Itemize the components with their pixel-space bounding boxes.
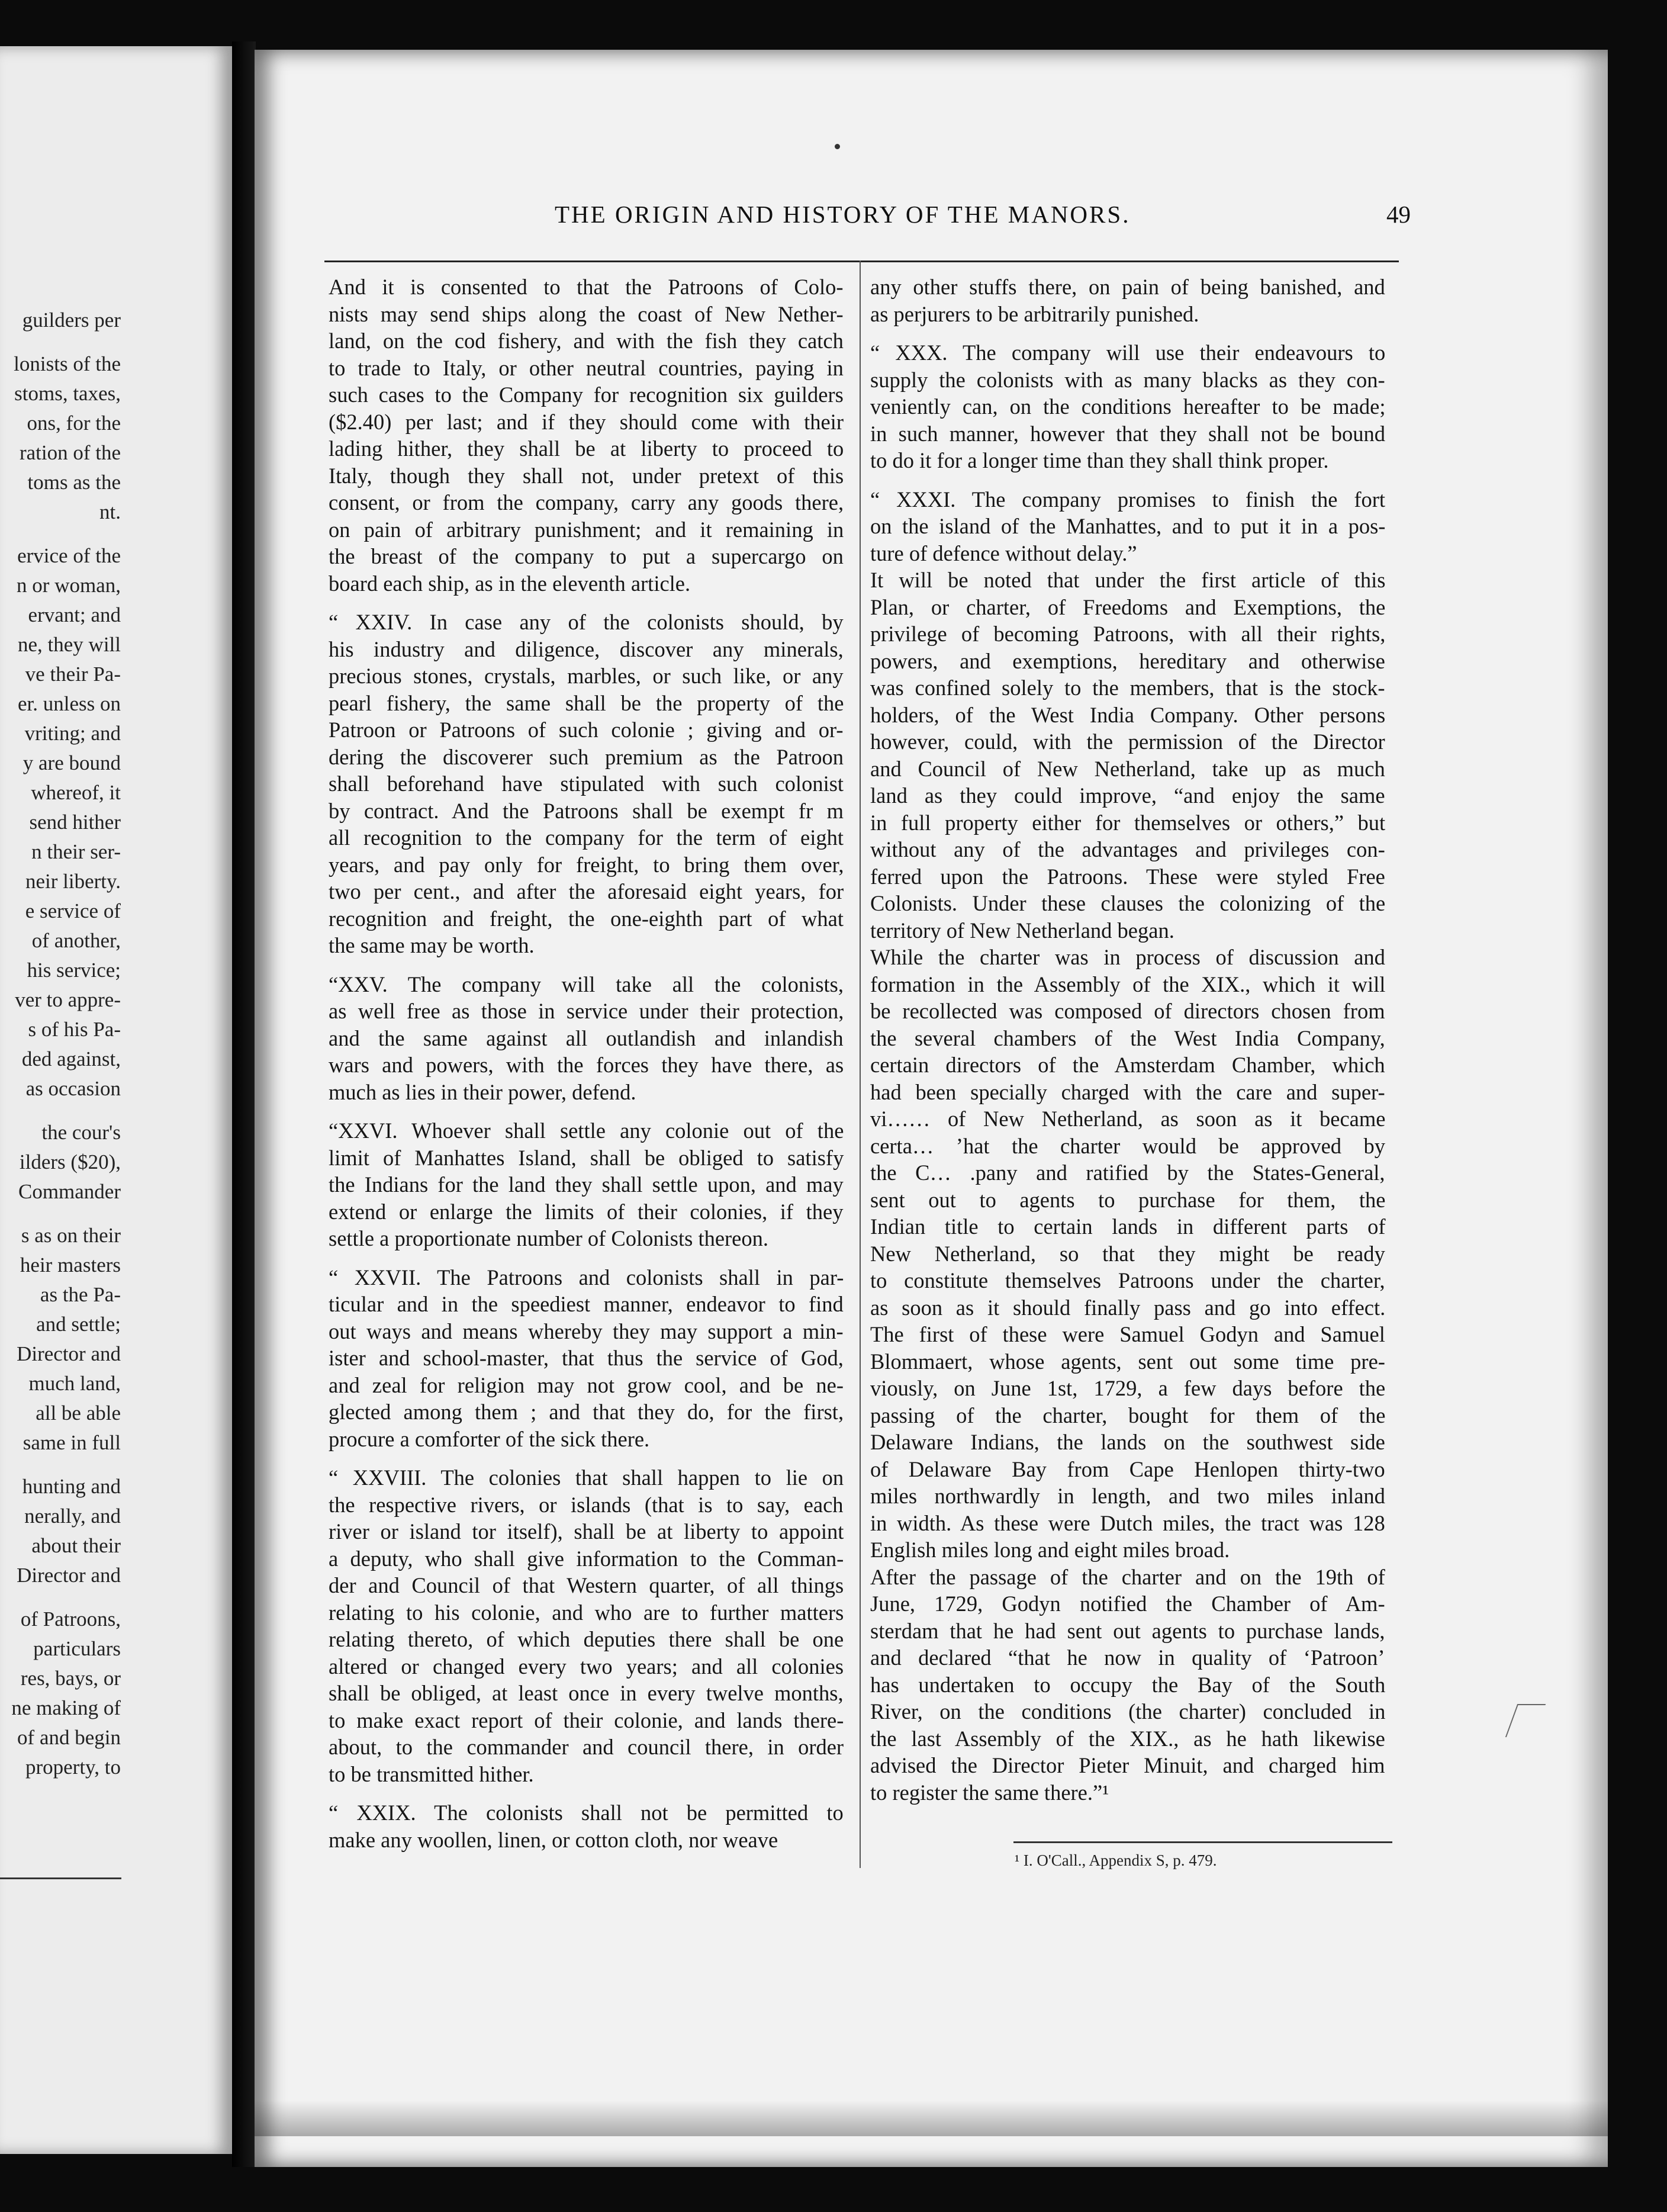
text-line: June, 1729, Godyn notified the Chamber of Am-: [870, 1592, 1385, 1616]
text-line: land, on the cod fishery, and with the fish they catch: [329, 329, 844, 353]
text-line: and declared “that he now in quality of ‘Patroon’: [870, 1645, 1385, 1670]
text-line: on the island of the Manhattes, and to put it in a pos-: [870, 514, 1386, 538]
left-page-line: much land,: [28, 1372, 121, 1395]
text-line: and the same against all outlandish and inlandish: [329, 1025, 844, 1050]
text-line: to trade to Italy, or other neutral countries, paying in: [329, 355, 844, 380]
text-line: much as lies in their power, defend.: [329, 1079, 636, 1104]
text-line: make any woollen, linen, or cotton cloth, nor weave: [329, 1827, 778, 1852]
text-line: shall be obliged, at least once in every twelve months,: [329, 1681, 844, 1705]
text-line: was confined solely to the members, that is the stock-: [870, 676, 1385, 700]
paragraph-gap: [0, 335, 121, 349]
text-line: such cases to the Company for recognition six guilders: [329, 382, 844, 407]
text-line: It will be noted that under the first article of this: [870, 568, 1386, 592]
text-line: privilege of becoming Patroons, with all their rights,: [870, 622, 1386, 646]
left-page-line: ervice of the: [17, 544, 121, 567]
text-line: Indian title to certain lands in different parts of: [870, 1214, 1386, 1239]
text-line: ture of defence without delay.”: [870, 541, 1137, 565]
text-line: by contract. And the Patroons shall be exempt fr m: [329, 798, 844, 823]
text-line: ticular and in the speediest manner, endeavor to find: [329, 1292, 844, 1316]
text-line: “ XXIV. In case any of the colonists should, by: [329, 610, 844, 634]
text-line: English miles long and eight miles broad.: [870, 1538, 1230, 1562]
left-page-line: s of his Pa-: [28, 1018, 121, 1041]
left-page-line: the cour's: [41, 1121, 121, 1144]
left-page-line: heir masters: [20, 1253, 121, 1277]
text-line: river or island tor itself), shall be at liberty to appoint: [329, 1519, 844, 1544]
header-rule: [324, 261, 1399, 262]
text-line: dering the discoverer such premium as the Patroon: [329, 744, 844, 769]
text-line: Blommaert, whose agents, sent out some time pre-: [870, 1349, 1385, 1374]
paragraph-gap: [0, 527, 121, 541]
page-number: 49: [1386, 201, 1411, 228]
book-gutter: [232, 41, 256, 2167]
left-page-line: s as on their: [21, 1224, 121, 1247]
footnote: ¹ I. O'Call., Appendix S, p. 479.: [1015, 1851, 1217, 1869]
left-page-line: toms as the: [27, 471, 121, 494]
text-line: years, and pay only for freight, to bring them over,: [329, 852, 844, 877]
text-line: procure a comforter of the sick there.: [329, 1426, 650, 1451]
text-line: holders, of the West India Company. Other persons: [870, 702, 1386, 727]
left-page-line: n their ser-: [31, 840, 121, 863]
text-line: extend or enlarge the limits of their colonies, if they: [329, 1199, 844, 1224]
text-line: the Indians for the land they shall settle upon, and may: [329, 1172, 844, 1197]
left-page-line: of Patroons,: [20, 1607, 121, 1631]
left-page-line: Director and: [17, 1564, 121, 1587]
text-line: wars and powers, with the forces they have there, as: [329, 1053, 844, 1077]
text-line: veniently can, on the conditions hereafter to be made;: [870, 394, 1386, 419]
footnote-rule: [1013, 1841, 1392, 1843]
text-line: about, to the commander and council there, in order: [329, 1735, 844, 1759]
text-line: “ XXVII. The Patroons and colonists shall in par-: [329, 1265, 844, 1290]
left-page-line: and settle;: [36, 1313, 121, 1336]
left-page-line: e service of: [25, 899, 121, 922]
text-line: settle a proportionate number of Colonists thereon.: [329, 1226, 769, 1250]
text-line: as perjurers to be arbitrarily punished.: [870, 301, 1199, 326]
left-page-line: hunting and: [22, 1475, 121, 1498]
text-line: passing of the charter, bought for them of the: [870, 1403, 1386, 1427]
text-line: shall beforehand have stipulated with such colonist: [329, 771, 844, 796]
text-line: consent, or from the company, carry any goods there,: [329, 490, 844, 515]
text-line: two per cent., and after the aforesaid eight years, for: [329, 879, 844, 904]
left-page-line: guilders per: [22, 308, 121, 332]
text-line: board each ship, as in the eleventh article.: [329, 571, 691, 596]
left-page-line: ne making of: [11, 1696, 121, 1719]
left-page-line: all be able: [36, 1401, 121, 1425]
text-line: recognition and freight, the one-eighth part of what: [329, 906, 844, 931]
text-line: to constitute themselves Patroons under the charter,: [870, 1268, 1385, 1293]
text-line: Patroon or Patroons of such colonie ; giving and or-: [329, 718, 844, 742]
column-divider: [860, 261, 861, 1868]
text-line: out ways and means whereby they may support a min-: [329, 1319, 844, 1343]
paragraph-gap: [329, 959, 844, 971]
left-page-line: as occasion: [25, 1077, 121, 1100]
text-line: And it is consented to that the Patroons of Colo-: [329, 275, 844, 299]
left-page-line: send hither: [29, 811, 121, 834]
text-line: lading hither, they shall be at liberty to proceed to: [329, 436, 844, 461]
paragraph-gap: [329, 1252, 844, 1264]
paragraph-gap: [329, 597, 844, 609]
text-line: any other stuffs there, on pain of being banished, and: [870, 275, 1385, 299]
text-line: “ XXIX. The colonists shall not be permitted to: [329, 1801, 844, 1825]
left-page-line: Commander: [18, 1180, 121, 1203]
text-line: certa… ’hat the charter would be approved by: [870, 1133, 1385, 1158]
left-page-line: y are bound: [22, 751, 121, 774]
text-line: his industry and diligence, discover any minerals,: [329, 636, 844, 661]
paragraph-gap: [329, 1787, 844, 1799]
text-line: certain directors of the Amsterdam Chamber, which: [870, 1053, 1385, 1077]
text-line: however, could, with the permission of the Director: [870, 729, 1385, 754]
text-line: relating to his colonie, and who are to further matters: [329, 1600, 844, 1625]
left-page-line: ons, for the: [27, 411, 121, 435]
text-line: of Delaware Bay from Cape Henlopen thirty-two: [870, 1457, 1385, 1481]
text-line: Colonists. Under these clauses the colonizing of the: [870, 891, 1386, 915]
text-line: pearl fishery, the same shall be the property of the: [329, 690, 844, 715]
text-line: on pain of arbitrary punishment; and it remaining in: [329, 517, 844, 542]
left-page-line: ve their Pa-: [25, 663, 121, 686]
text-line: powers, and exemptions, hereditary and otherwise: [870, 648, 1385, 673]
left-page-line: lonists of the: [14, 352, 121, 375]
text-line: relating thereto, of which deputies there shall be one: [329, 1627, 844, 1651]
text-line: and zeal for religion may not grow cool, and be ne-: [329, 1372, 844, 1397]
text-line: Italy, though they shall not, under pretext of this: [329, 463, 844, 488]
left-page-line: particulars: [33, 1637, 121, 1660]
text-line: in such manner, however that they shall not be bound: [870, 421, 1386, 446]
text-line: While the charter was in process of discussion and: [870, 945, 1385, 969]
text-line: the several chambers of the West India Company,: [870, 1025, 1385, 1050]
text-line: to do it for a longer time than they shall think proper.: [870, 448, 1329, 472]
left-page-line: n or woman,: [17, 574, 121, 597]
text-line: Plan, or charter, of Freedoms and Exemptions, the: [870, 594, 1386, 619]
left-page-line: nt.: [99, 500, 121, 523]
text-line: land as they could improve, “and enjoy the same: [870, 783, 1385, 808]
text-line: the same may be worth.: [329, 933, 535, 957]
text-line: “ XXX. The company will use their endeavours to: [870, 340, 1386, 365]
left-page-line: nerally, and: [24, 1504, 121, 1528]
text-line: and Council of New Netherland, take up as much: [870, 756, 1385, 781]
text-line: the respective rivers, or islands (that is to say, each: [329, 1492, 844, 1517]
left-page-footnote-rule: [0, 1877, 121, 1879]
text-line: vi…… of New Netherland, as soon as it became: [870, 1107, 1386, 1131]
text-line: to be transmitted hither.: [329, 1761, 534, 1786]
paragraph-gap: [870, 327, 1385, 339]
text-line: New Netherland, so that they might be ready: [870, 1241, 1385, 1266]
running-title: THE ORIGIN AND HISTORY OF THE MANORS.: [555, 201, 1131, 228]
text-line: limit of Manhattes Island, shall be obliged to satisfy: [329, 1145, 844, 1170]
text-line: “ XXVIII. The colonies that shall happen to lie on: [329, 1465, 844, 1490]
text-line: nists may send ships along the coast of New Nether-: [329, 301, 844, 326]
left-page-line: neir liberty.: [25, 870, 121, 893]
text-line: supply the colonists with as many blacks as they con-: [870, 367, 1385, 392]
left-page-line: ded against,: [21, 1047, 121, 1070]
text-line: ($2.40) per last; and if they should come with their: [329, 409, 844, 434]
text-line: Delaware Indians, the lands on the southwest side: [870, 1430, 1385, 1454]
left-page-line: same in full: [22, 1431, 121, 1454]
text-line: sent out to agents to purchase for them, the: [870, 1187, 1386, 1212]
paragraph-gap: [329, 1105, 844, 1117]
left-page-line: ration of the: [19, 441, 121, 464]
left-page-line: as the Pa-: [40, 1283, 121, 1306]
left-page-text-fragments: [0, 306, 121, 1782]
text-line: be recollected was composed of directors chosen from: [870, 999, 1385, 1023]
text-line: River, on the conditions (the charter) concluded in: [870, 1699, 1386, 1724]
text-line: had been specially charged with the care and super-: [870, 1079, 1385, 1104]
text-line: miles northwardly in length, and two miles inland: [870, 1484, 1385, 1508]
text-line: altered or changed every two years; and all colonies: [329, 1654, 844, 1679]
left-page-line: ver to appre-: [15, 988, 121, 1011]
text-line: to register the same there.”¹: [870, 1780, 1109, 1805]
text-column-left: [329, 274, 844, 1853]
text-line: the C… .pany and ratified by the States-General,: [870, 1160, 1385, 1185]
text-line: ferred upon the Patroons. These were styled Free: [870, 864, 1385, 889]
paragraph-gap: [0, 1207, 121, 1221]
text-line: as soon as it should finally pass and go into effect.: [870, 1295, 1386, 1320]
text-line: “XXV. The company will take all the colonists,: [329, 972, 844, 996]
text-line: a deputy, who shall give information to the Comman-: [329, 1546, 844, 1571]
text-line: viously, on June 1st, 1729, a few days before the: [870, 1376, 1386, 1400]
scan-speck: [835, 144, 840, 149]
paragraph-gap: [0, 1590, 121, 1605]
left-page-line: his service;: [27, 959, 121, 982]
left-page-line: vriting; and: [24, 722, 121, 745]
text-line: “XXVI. Whoever shall settle any colonie out of the: [329, 1118, 844, 1143]
text-line: glected among them ; and that they do, for the first,: [329, 1400, 844, 1424]
text-line: territory of New Netherland began.: [870, 918, 1174, 943]
paragraph-gap: [0, 1104, 121, 1118]
text-line: to make exact report of their colonie, and lands there-: [329, 1708, 844, 1732]
paragraph-gap: [0, 1458, 121, 1472]
left-page-line: whereof, it: [31, 781, 121, 804]
text-line: formation in the Assembly of the XIX., which it will: [870, 972, 1386, 996]
left-page-line: of another,: [31, 929, 121, 952]
text-line: sterdam that he had sent out agents to purchase lands,: [870, 1618, 1385, 1643]
text-line: “ XXXI. The company promises to finish the fort: [870, 487, 1386, 512]
page-bottom-shadow: [255, 2101, 1608, 2136]
left-page-line: ervant; and: [28, 603, 121, 626]
text-line: has undertaken to occupy the Bay of the South: [870, 1672, 1386, 1697]
left-page-line: property, to: [25, 1756, 121, 1779]
text-line: precious stones, crystals, marbles, or such like, or any: [329, 664, 844, 688]
text-line: ister and school-master, that thus the service of God,: [329, 1346, 844, 1370]
text-line: in full property either for themselves or others,” but: [870, 810, 1386, 835]
left-page-line: ilders ($20),: [19, 1150, 121, 1173]
paragraph-gap: [329, 1452, 844, 1464]
text-line: After the passage of the charter and on the 19th of: [870, 1564, 1385, 1589]
left-page-line: stoms, taxes,: [14, 382, 121, 405]
text-line: der and Council of that Western quarter, of all things: [329, 1573, 844, 1597]
text-line: The first of these were Samuel Godyn and Samuel: [870, 1322, 1385, 1346]
left-page-line: ne, they will: [18, 633, 121, 656]
text-line: the breast of the company to put a supercargo on: [329, 544, 844, 568]
text-line: in width. As these were Dutch miles, the tract was 128: [870, 1510, 1385, 1535]
left-page-line: er. unless on: [17, 692, 121, 715]
text-line: without any of the advantages and privileges con-: [870, 837, 1385, 861]
left-page-line: about their: [31, 1534, 121, 1557]
text-line: advised the Director Pieter Minuit, and charged him: [870, 1753, 1385, 1777]
left-page-line: of and begin: [17, 1726, 121, 1749]
text-line: the last Assembly of the XIX., as he hath likewise: [870, 1726, 1385, 1751]
text-line: as well free as those in service under their protection,: [329, 999, 844, 1023]
paragraph-gap: [870, 474, 1385, 486]
text-column-right: [870, 274, 1385, 1806]
text-line: all recognition to the company for the term of eight: [329, 825, 844, 850]
left-page-line: Director and: [17, 1342, 121, 1365]
left-page-line: res, bays, or: [20, 1667, 121, 1690]
left-page-edge: [0, 46, 232, 2154]
